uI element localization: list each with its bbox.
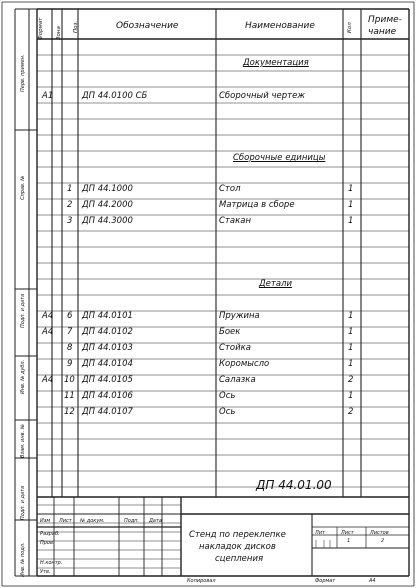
- col-format-header: Формат: [38, 17, 44, 40]
- tb-sheets-value: 2: [381, 538, 385, 544]
- tb-role-checked: Пров.: [40, 540, 55, 546]
- footer-format-label: Формат: [315, 578, 336, 584]
- row-designation: ДП 44.0107: [82, 407, 133, 417]
- side-inv-dup: Инв. № дубл.: [20, 359, 26, 394]
- row-name: Ось: [219, 407, 236, 417]
- row-qty: 2: [348, 375, 354, 385]
- row-name: Стол: [219, 184, 241, 194]
- row-pos: 1: [67, 184, 73, 194]
- tb-col-doc-no: № докум.: [80, 518, 105, 524]
- row-name: Боек: [219, 327, 241, 337]
- col-zone-header: Зона: [56, 26, 62, 40]
- row-pos: 6: [67, 311, 73, 321]
- row-designation: ДП 44.3000: [82, 216, 133, 226]
- row-qty: 1: [348, 391, 354, 401]
- title-line-1: Стенд по переклепке: [189, 530, 286, 540]
- title-designation: ДП 44.01.00: [256, 478, 332, 492]
- col-pos-header: Поз.: [73, 20, 79, 33]
- row-name: Стакан: [219, 216, 251, 226]
- row-qty: 1: [348, 343, 354, 353]
- row-format: А4: [42, 327, 54, 337]
- row-name: Салазка: [219, 375, 256, 385]
- side-sign-date-2: Подп. и дата: [20, 485, 26, 520]
- row-qty: 2: [348, 407, 354, 417]
- row-designation: ДП 44.0105: [82, 375, 133, 385]
- row-pos: 7: [67, 327, 73, 337]
- row-designation: ДП 44.0100 СБ: [82, 91, 148, 101]
- row-pos: 10: [64, 375, 75, 385]
- col-note-header-1: Приме-: [368, 15, 402, 25]
- col-designation-header: Обозначение: [116, 21, 179, 31]
- tb-sheet-label: Лист: [341, 530, 354, 536]
- row-qty: 1: [348, 327, 354, 337]
- row-pos: 12: [64, 407, 75, 417]
- row-format: А4: [42, 375, 54, 385]
- row-designation: ДП 44.0101: [82, 311, 133, 321]
- row-pos: 2: [67, 200, 73, 210]
- row-format: А4: [42, 311, 54, 321]
- row-qty: 1: [348, 184, 354, 194]
- row-designation: ДП 44.2000: [82, 200, 133, 210]
- tb-sheets-label: Листов: [370, 530, 389, 536]
- tb-sheet-value: 1: [347, 538, 351, 544]
- col-name-header: Наименование: [245, 21, 315, 31]
- title-line-3: сцепления: [215, 554, 264, 564]
- row-qty: 1: [348, 311, 354, 321]
- side-ref-no: Справ. №: [20, 175, 26, 200]
- row-qty: 1: [348, 359, 354, 369]
- side-first-use: Перв. примен.: [20, 54, 26, 92]
- side-inv-orig: Инв. № подл.: [20, 542, 26, 577]
- row-designation: ДП 44.0103: [82, 343, 133, 353]
- footer-format-value: А4: [369, 578, 376, 584]
- row-format: А1: [42, 91, 54, 101]
- section-parts: Детали: [259, 279, 292, 289]
- row-pos: 3: [67, 216, 73, 226]
- tb-lit-label: Лит: [315, 530, 325, 536]
- tb-role-developed: Разраб.: [40, 531, 60, 537]
- row-designation: ДП 44.1000: [82, 184, 133, 194]
- row-name: Пружина: [219, 311, 260, 321]
- tb-col-sign: Подп.: [124, 518, 140, 524]
- tb-role-n-control: Н.контр.: [40, 560, 63, 566]
- side-replace-inv: Взам. инв. №: [20, 424, 26, 458]
- row-designation: ДП 44.0102: [82, 327, 133, 337]
- tb-col-izm: Изм: [40, 518, 51, 524]
- row-qty: 1: [348, 216, 354, 226]
- row-name: Стойка: [219, 343, 251, 353]
- row-pos: 11: [64, 391, 75, 401]
- row-qty: 1: [348, 200, 354, 210]
- row-designation: ДП 44.0106: [82, 391, 133, 401]
- side-sign-date-1: Подп. и дата: [20, 293, 26, 328]
- row-name: Сборочный чертеж: [219, 91, 305, 101]
- row-designation: ДП 44.0104: [82, 359, 133, 369]
- section-documentation: Документация: [243, 58, 309, 68]
- col-note-header-2: чание: [368, 27, 397, 37]
- tb-col-list: Лист: [59, 518, 72, 524]
- section-assemblies: Сборочные единицы: [233, 153, 326, 163]
- row-name: Коромысло: [219, 359, 270, 369]
- tb-role-approved: Утв.: [40, 569, 51, 575]
- footer-copied: Копировал: [187, 578, 216, 584]
- row-pos: 9: [67, 359, 73, 369]
- row-name: Ось: [219, 391, 236, 401]
- row-name: Матрица в сборе: [219, 200, 295, 210]
- tb-col-date: Дата: [149, 518, 162, 524]
- row-pos: 8: [67, 343, 73, 353]
- col-qty-header: Кол: [347, 22, 353, 33]
- title-line-2: накладок дисков: [199, 542, 276, 552]
